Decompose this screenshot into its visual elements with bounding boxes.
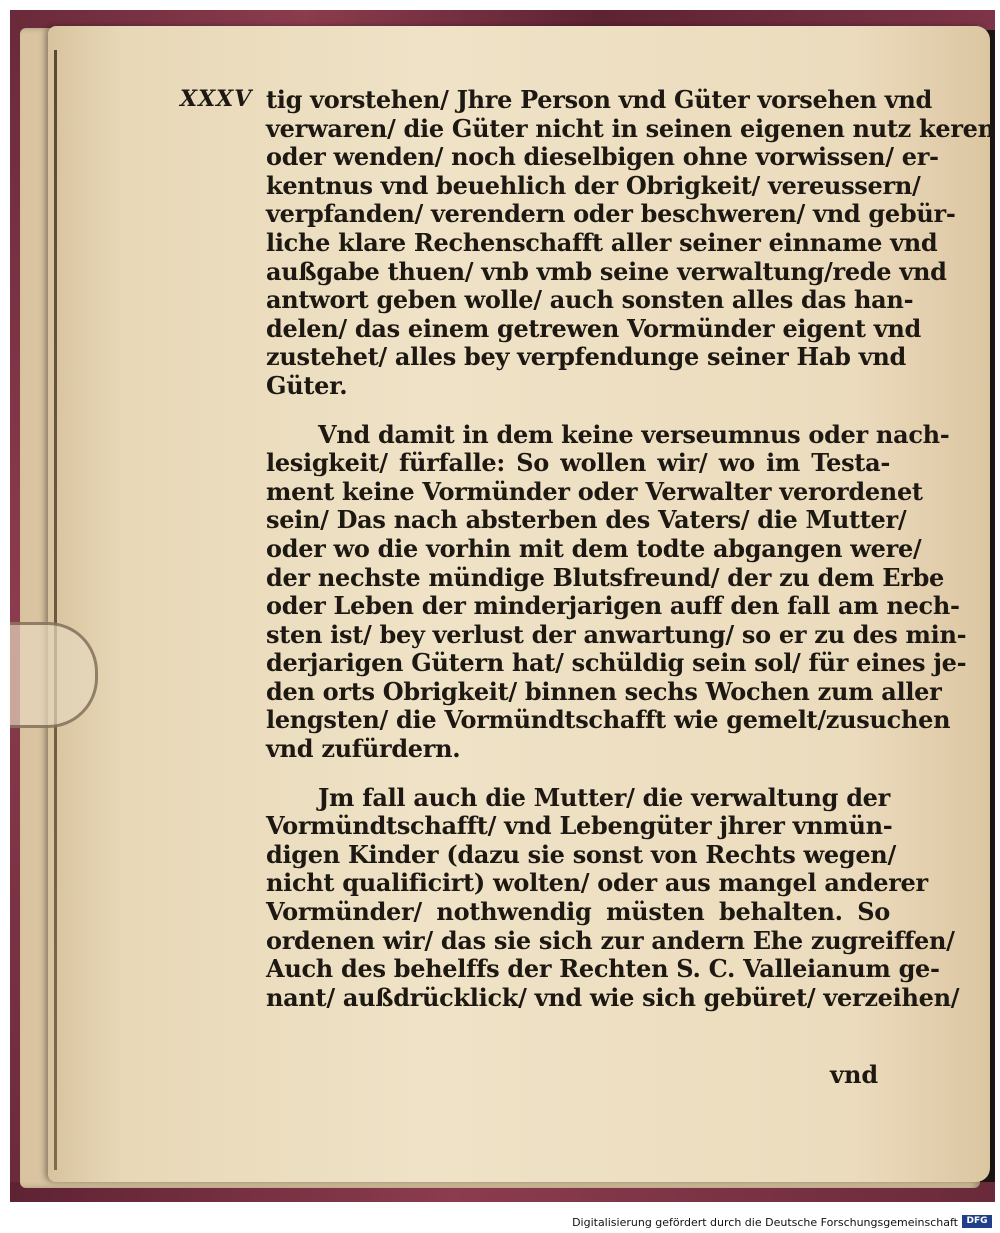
text-line: lesigkeit/ fürfalle: So wollen wir/ wo im Testa-: [266, 448, 890, 478]
text-line: verpfanden/ verendern oder beschweren/ vnd gebür-: [266, 199, 956, 229]
footer-credit: Digitalisierung gefördert durch die Deutsche Forschungsgemeinschaft: [572, 1216, 958, 1229]
text-line: digen Kinder (dazu sie sonst von Rechts wegen/: [266, 839, 896, 869]
text-line: Vormünder/ nothwendig müsten behalten. So: [266, 897, 890, 927]
text-line: antwort geben wolle/ auch sonsten alles das han-: [266, 285, 914, 315]
text-line: ment keine Vormünder oder Verwalter verordenet: [266, 476, 923, 506]
text-line: verwaren/ die Güter nicht in seinen eigenen nutz keren: [266, 113, 995, 143]
text-line: nicht qualificirt) wolten/ oder aus mangel anderer: [266, 868, 928, 898]
page-text: [266, 85, 995, 1012]
text-line: den orts Obrigkeit/ binnen sechs Wochen zum aller: [266, 676, 942, 706]
text-line: ordenen wir/ das sie sich zur andern Ehe zugreiffen/: [266, 925, 955, 955]
paragraph-3: [266, 782, 960, 1013]
catchword: vnd: [830, 1060, 879, 1089]
text-line: Auch des behelffs der Rechten S. C. Valleianum ge-: [266, 954, 940, 984]
text-line: außgabe thuen/ vnb vmb seine verwaltung/rede vnd: [266, 256, 947, 286]
text-line: vnd zufürdern.: [266, 734, 461, 764]
text-line: lengsten/ die Vormündtschafft wie gemelt/zusuchen: [266, 705, 951, 735]
text-line: oder wo die vorhin mit dem todte abgangen were/: [266, 533, 922, 563]
dfg-logo-icon: DFG: [962, 1215, 992, 1228]
text-line: Vnd damit in dem keine verseumnus oder nach-: [318, 419, 950, 449]
text-line: sten ist/ bey verlust der anwartung/ so er zu des min-: [266, 619, 967, 649]
text-line: derjarigen Gütern hat/ schüldig sein sol/ für eines je-: [266, 648, 967, 678]
paragraph-1: [266, 85, 995, 401]
text-line: oder wenden/ noch dieselbigen ohne vorwissen/ er-: [266, 142, 939, 172]
margin-note: XXXV: [180, 86, 253, 112]
paragraph-2: [266, 419, 967, 764]
text-line: Jm fall auch die Mutter/ die verwaltung der: [318, 782, 890, 812]
text-line: sein/ Das nach absterben des Vaters/ die Mutter/: [266, 505, 907, 535]
text-line: tig vorstehen/ Jhre Person vnd Güter vorsehen vnd: [266, 85, 933, 114]
text-line: nant/ außdrücklick/ vnd wie sich gebüret/ verzeihen/: [266, 982, 960, 1012]
text-line: kentnus vnd beuehlich der Obrigkeit/ vereussern/: [266, 170, 921, 200]
text-line: der nechste mündige Blutsfreund/ der zu dem Erbe: [266, 562, 945, 592]
text-line: oder Leben der minderjarigen auff den fall am nech-: [266, 591, 960, 621]
text-line: liche klare Rechenschafft aller seiner einname vnd: [266, 227, 938, 257]
text-line: zustehet/ alles bey verpfendunge seiner Hab vnd: [266, 342, 906, 372]
text-line: delen/ das einem getrewen Vormünder eigent vnd: [266, 313, 921, 343]
footer-bar: [0, 1212, 1000, 1233]
text-line: Vormündtschafft/ vnd Lebengüter jhrer vnmün-: [266, 811, 893, 841]
text-line: Güter.: [266, 370, 348, 400]
page-gutter: [54, 50, 57, 1170]
